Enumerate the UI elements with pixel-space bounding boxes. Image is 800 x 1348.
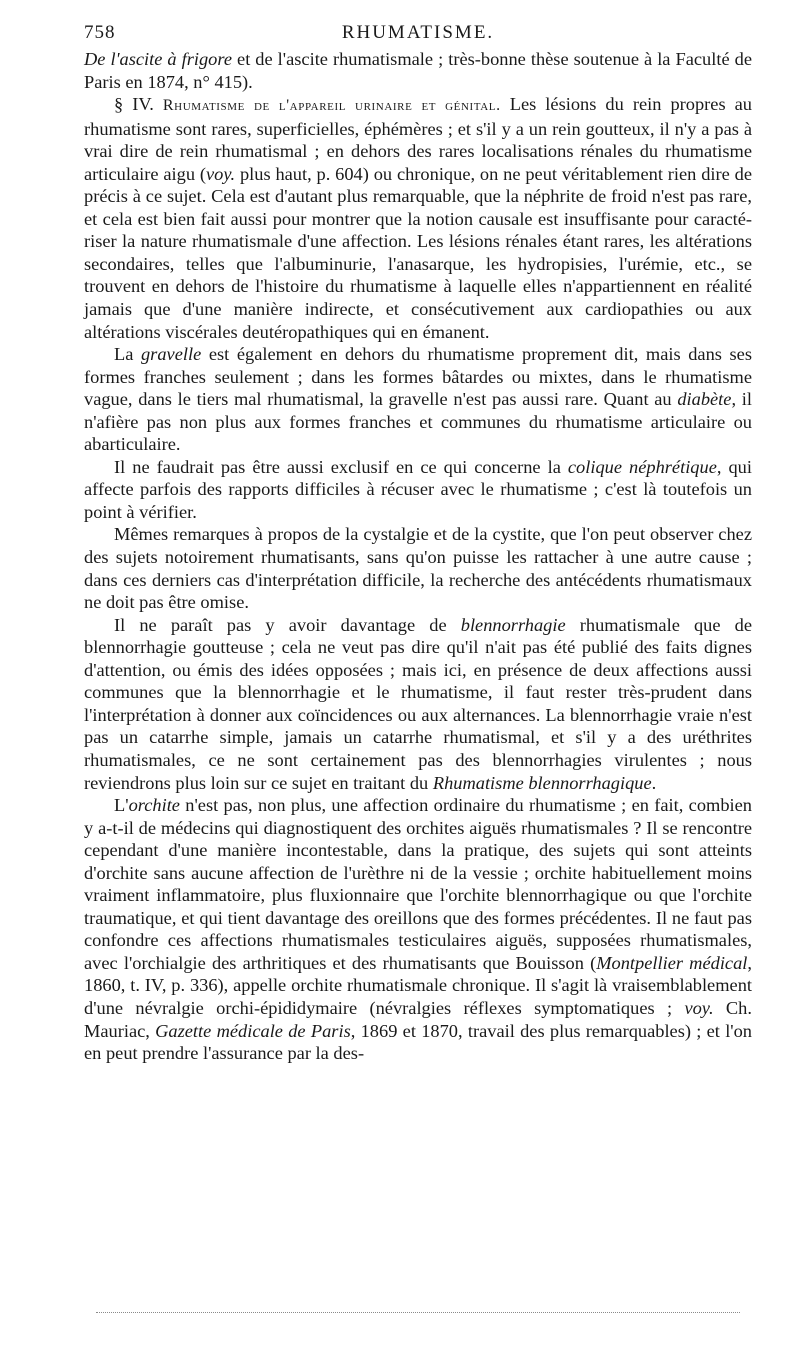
paragraph-section-iv (84, 93, 752, 343)
italic-colique: colique néphrétique (567, 456, 717, 477)
italic-voy: voy. (684, 997, 714, 1018)
text-run: Ch. Mauriac, (84, 997, 752, 1041)
paragraph-cystalgie (84, 523, 752, 613)
text-run: rhumatismale que de blennorrhagie goutteuse ; cela ne veut pas dire qu'il n'ait pas été publié des faits dignes d'attention, ou émis des idées opposées ; mais ici, en présence de deux affections aussi communes que la blennorrhagie et le rhumatisme, il faut rester très-prudent dans l'interprétation à donner aux coïncidences ou aux alternances. La blennorrhagie vraie n'est pas un catarrhe simple, jamais un catarrhe rhumatismal, et s'il y a des uréthrites rhumatismales, ce ne sont certainement pas des blennorrhagies virulentes ; nous reviendrons plus loin sur ce sujet en traitant du (84, 614, 752, 793)
italic-rhumatisme-blennorrhagique: Rhumatisme blennorrhagique (432, 772, 652, 793)
paragraph-gravelle (84, 343, 752, 456)
italic-gazette-medicale: Gazette médicale de Paris (155, 1020, 351, 1041)
text-run: n'est pas, non plus, une affection ordinaire du rhumatisme ; en fait, combien y a-t-il de médecins qui diagnostiquent des orchites aiguës rhumatismales ? Il se rencontre cependant d'une manière incontestable, dans la pratique, des sujets qui sont atteints d'orchite sans aucune affection de l'urèthre ni de la vessie ; orchite habituellement moins vraiment inflammatoire, plus fluxionnaire que l'orchite blennorrhagique ou que l'orchite traumatique, et qui tient davantage des oreillons que des formes précédentes. Il ne faut pas confondre ces affections rhumatismales testiculaires aiguës, supposées rhumatismales, avec l'orchialgie des arthritiques et des rhumatisants que Bouisson ( (84, 795, 752, 973)
paragraph-colique (84, 456, 752, 524)
text-run: Il ne paraît pas y avoir davantage de (114, 614, 461, 635)
paragraph-blennorrhagie (84, 614, 752, 794)
paragraph-orchite (84, 794, 752, 1065)
text-run: Les lésions du rein propres au rhumatisme sont rares, superficielles, éphémères ; et s'il y a un rein goutteux, il n'y a pas à vrai dire de rein rhumatismal ; en dehors des rares localisations rénales du rhumatisme articulaire aigu ( (84, 94, 752, 184)
italic-voy: voy. (206, 163, 236, 184)
text-run: Mêmes remarques à propos de la cystalgie et de la cystite, que l'on peut observer chez des sujets notoirement rhumatisants, sans qu'on puisse les rattacher à une autre cause ; dans ces derniers cas d'interprétation difficile, la recherche des antécédents rhumatismaux ne doit pas être omise. (84, 524, 752, 613)
page (84, 22, 752, 1065)
italic-diabete: diabète (677, 389, 732, 410)
text-run: Il ne faudrait pas être aussi exclusif en ce qui concerne la (114, 456, 568, 477)
text-run: est également en dehors du rhumatisme proprement dit, mais dans ses formes franches seulement ; dans les formes bâtardes ou mixtes, dans le rhumatisme vague, dans le tiers mal rhumatismal, la gravelle n'est pas aussi rare. Quant au (84, 344, 752, 410)
text-run: , il n'afière pas non plus aux formes franches et communes du rhumatisme articulaire ou abarticulaire. (84, 389, 752, 455)
section-number: § IV. (114, 94, 163, 115)
section-heading: Rhumatisme de l'appareil urinaire et génital. (162, 97, 501, 115)
text-run: , qui affecte parfois des rapports difficiles à récuser avec le rhumatisme ; c'est là toutefois un point à vérifier. (84, 456, 752, 522)
text-run: et de l'ascite rhumatismale ; très-bonne thèse soutenue à la Faculté de Paris en 1874, n° 415). (84, 49, 752, 92)
text-run: L' (114, 795, 129, 816)
text-run: , 1860, t. IV, p. 336), appelle orchite rhumatismale chronique. Il s'agit là vraisemblablement d'une névralgie orchi-épididymaire (névralgies réflexes symptomatiques ; (84, 952, 753, 1018)
text-run: , 1869 et 1870, travail des plus remarquables) ; et l'on en peut prendre l'assurance par la des- (84, 1020, 753, 1064)
text-run: . (651, 772, 657, 793)
paragraph-thesis-reference (84, 48, 752, 93)
text-run: plus haut, p. 604) ou chronique, on ne peut véritablement rien dire de précis à ce sujet. Cela est d'autant plus remarquable, que la néphrite de froid n'est pas rare, et cela est bien fait aussi pour montrer que la notion causale est insuffisante pour caractériser la nature rhumatismale d'une affection. Les lésions rénales étant rares, les altérations secondaires, telles que l'albuminurie, l'anasarque, les hydropisies, l'urémie, etc., se trouvent en dehors de l'histoire du rhumatisme à laquelle elles n'appartiennent en réalité jamais que d'une manière indirecte, et consécutivement aux cardiopathies ou aux altérations viscérales deutéropathiques qui en émanent. (84, 163, 752, 342)
footer-dotted-rule (96, 1312, 740, 1313)
running-title: RHUMATISME. (341, 22, 495, 43)
running-header (84, 22, 752, 48)
italic-blennorrhagie: blennorrhagie (460, 614, 566, 635)
italic-title: De l'ascite à frigore (84, 49, 233, 69)
italic-montpellier-medical: Montpellier médical (596, 952, 748, 973)
text-run: La (114, 344, 141, 365)
italic-gravelle: gravelle (140, 344, 202, 365)
italic-orchite: orchite (128, 795, 180, 816)
body-text (84, 48, 752, 1065)
page-number: 758 (84, 22, 116, 43)
